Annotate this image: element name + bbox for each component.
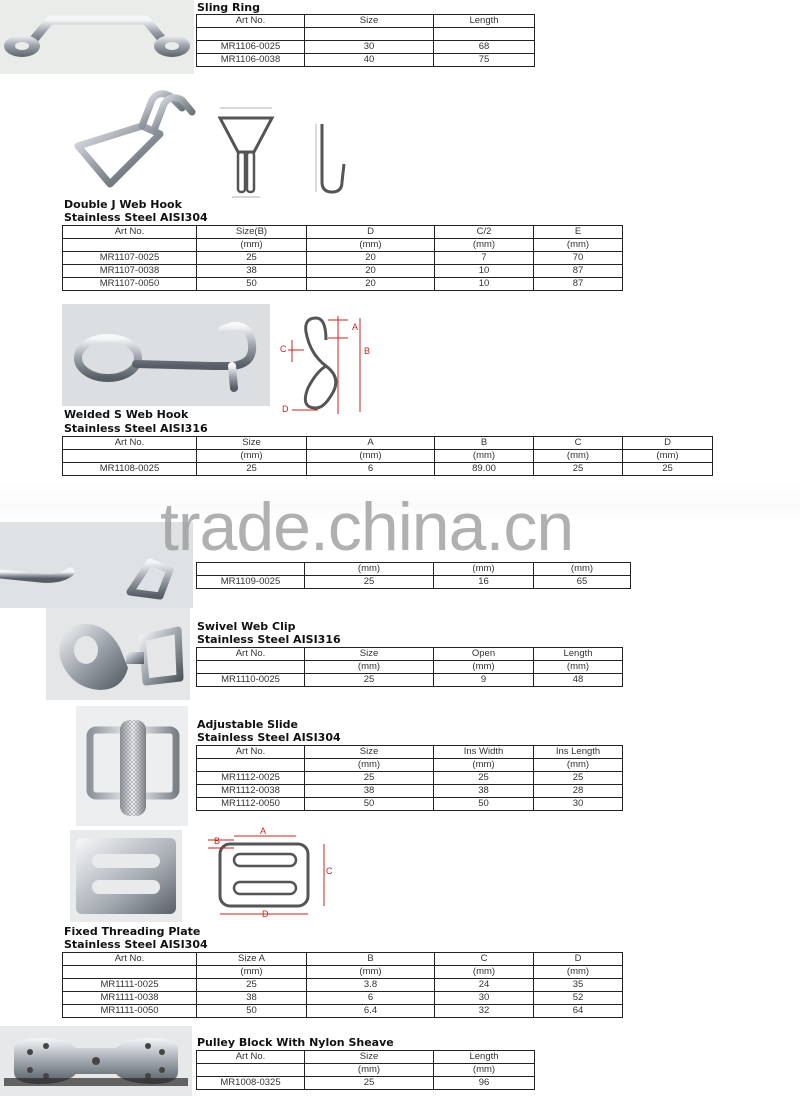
header-cell: Length [434, 1051, 535, 1064]
header-cell: B [307, 953, 435, 966]
header-cell: D [623, 437, 713, 450]
table-cell: 30 [435, 992, 534, 1005]
header-cell: Open [434, 648, 534, 661]
header-cell: Art No. [197, 648, 305, 661]
unit-cell: (mm) [534, 563, 631, 576]
table-cell: 50 [197, 278, 307, 291]
table-row [63, 252, 623, 265]
header-cell: Size [305, 1051, 434, 1064]
table-cell: 38 [197, 265, 307, 278]
table-row [197, 54, 535, 67]
dimension-label-a: A [260, 826, 267, 836]
table-header-row [197, 15, 535, 28]
table-header-row [197, 648, 623, 661]
header-cell: A [307, 437, 435, 450]
table-cell: 25 [434, 772, 534, 785]
dimension-label-b: B [364, 346, 371, 356]
unit-cell: (mm) [534, 966, 623, 979]
table-cell: 25 [623, 463, 713, 476]
dimension-label-a: A [352, 322, 359, 332]
header-cell: E [534, 226, 623, 239]
table-row [63, 463, 713, 476]
unit-cell: (mm) [307, 450, 435, 463]
header-cell: Art No. [197, 15, 305, 28]
pulley-block-table [196, 1050, 535, 1090]
double-j-hook-photo [60, 86, 200, 196]
threading-plate-material: Stainless Steel AISI304 [64, 938, 208, 951]
table-cell: MR1112-0050 [197, 798, 305, 811]
table-cell: 9 [434, 674, 534, 687]
table-cell: 3.8 [307, 979, 435, 992]
table-cell: 68 [434, 41, 535, 54]
table-cell: MR1008-0325 [197, 1077, 305, 1090]
header-cell: Length [534, 648, 623, 661]
table-header-row [63, 953, 623, 966]
table-cell: 16 [434, 576, 534, 589]
table-row [197, 41, 535, 54]
table-cell: 25 [534, 772, 623, 785]
table-units-row [197, 28, 535, 41]
welded-s-hook-table [62, 436, 713, 476]
watermark-text: trade.china.cn [160, 489, 574, 565]
unit-cell: (mm) [197, 966, 307, 979]
unit-cell: (mm) [435, 239, 534, 252]
header-cell: Size [305, 746, 434, 759]
header-cell: Ins Length [534, 746, 623, 759]
table-cell: 10 [435, 278, 534, 291]
unit-cell: (mm) [534, 239, 623, 252]
double-j-hook-title: Double J Web Hook [64, 198, 182, 211]
dimension-label-c: C [326, 866, 333, 876]
table-cell: MR1111-0050 [63, 1005, 197, 1018]
unit-cell: (mm) [534, 759, 623, 772]
header-cell: Art No. [63, 226, 197, 239]
header-cell: C/2 [435, 226, 534, 239]
header-cell: Art No. [63, 437, 197, 450]
sling-ring-title: Sling Ring [197, 1, 260, 14]
table-cell: 10 [435, 265, 534, 278]
table-cell: 50 [305, 798, 434, 811]
table-units-row [197, 661, 623, 674]
header-cell: Art No. [197, 746, 305, 759]
unit-cell: (mm) [534, 450, 623, 463]
table-units-row [197, 759, 623, 772]
table-cell: 35 [534, 979, 623, 992]
dimension-label-b: B [214, 836, 221, 846]
hidden-item-table [196, 562, 631, 589]
double-j-hook-table [62, 225, 623, 291]
table-row [63, 278, 623, 291]
table-cell: 25 [305, 1077, 434, 1090]
table-cell: 25 [197, 252, 307, 265]
table-cell: MR1111-0025 [63, 979, 197, 992]
table-cell: 89.00 [435, 463, 534, 476]
table-row [63, 992, 623, 1005]
table-cell: MR1108-0025 [63, 463, 197, 476]
table-cell: 40 [305, 54, 434, 67]
table-cell: 20 [307, 278, 435, 291]
header-cell: C [435, 953, 534, 966]
header-cell: Ins Width [434, 746, 534, 759]
unit-cell [305, 28, 434, 41]
table-cell: MR1110-0025 [197, 674, 305, 687]
header-cell: B [435, 437, 534, 450]
table-units-row [197, 1064, 535, 1077]
unit-cell [63, 450, 197, 463]
header-cell: Art No. [63, 953, 197, 966]
unit-cell: (mm) [434, 563, 534, 576]
table-cell: MR1107-0038 [63, 265, 197, 278]
unit-cell [197, 661, 305, 674]
table-cell: 52 [534, 992, 623, 1005]
unit-cell: (mm) [197, 450, 307, 463]
double-j-hook-front-diagram [212, 100, 280, 200]
threading-plate-title: Fixed Threading Plate [64, 925, 201, 938]
unit-cell: (mm) [305, 661, 434, 674]
table-cell: 30 [305, 41, 434, 54]
table-cell: 48 [534, 674, 623, 687]
table-cell: 7 [435, 252, 534, 265]
unit-cell: (mm) [434, 759, 534, 772]
unit-cell [63, 966, 197, 979]
header-cell: Art No. [197, 1051, 305, 1064]
table-row [197, 798, 623, 811]
unit-cell [63, 239, 197, 252]
threading-plate-table [62, 952, 623, 1018]
header-cell: D [307, 226, 435, 239]
table-cell: 20 [307, 265, 435, 278]
table-row [197, 1077, 535, 1090]
adjustable-slide-photo [76, 706, 188, 826]
table-cell: MR1112-0025 [197, 772, 305, 785]
welded-s-hook-photo [62, 304, 270, 406]
table-units-row [63, 239, 623, 252]
unit-cell [197, 28, 305, 41]
swivel-web-clip-title: Swivel Web Clip [197, 620, 296, 633]
unit-cell: (mm) [435, 450, 534, 463]
pulley-block-title: Pulley Block With Nylon Sheave [197, 1036, 394, 1049]
header-cell: Size [197, 437, 307, 450]
table-cell: 38 [197, 992, 307, 1005]
unit-cell: (mm) [435, 966, 534, 979]
welded-s-hook-title: Welded S Web Hook [64, 408, 189, 421]
welded-s-hook-diagram [276, 310, 376, 420]
pulley-block-photo [0, 1026, 192, 1096]
sling-ring-table [196, 14, 535, 67]
table-cell: 6.4 [307, 1005, 435, 1018]
table-row [63, 1005, 623, 1018]
table-cell: 87 [534, 265, 623, 278]
unit-cell: (mm) [534, 661, 623, 674]
table-cell: 87 [534, 278, 623, 291]
table-units-row [63, 966, 623, 979]
unit-cell: (mm) [197, 239, 307, 252]
unit-cell [434, 28, 535, 41]
unit-cell: (mm) [434, 1064, 535, 1077]
header-cell: Size [305, 15, 434, 28]
table-cell: 70 [534, 252, 623, 265]
table-cell: MR1107-0050 [63, 278, 197, 291]
table-units-row [63, 450, 713, 463]
table-cell: 38 [305, 785, 434, 798]
dimension-label-d: D [262, 909, 269, 919]
table-header-row [63, 437, 713, 450]
table-row [197, 772, 623, 785]
unit-cell: (mm) [623, 450, 713, 463]
table-cell: 30 [534, 798, 623, 811]
unit-cell [197, 1064, 305, 1077]
table-cell: 25 [305, 576, 434, 589]
table-row [197, 785, 623, 798]
table-cell: 32 [435, 1005, 534, 1018]
header-cell: D [534, 953, 623, 966]
table-cell: 6 [307, 463, 435, 476]
header-cell: Size [305, 648, 434, 661]
table-header-row [197, 746, 623, 759]
swivel-web-clip-material: Stainless Steel AISI316 [197, 633, 341, 646]
unit-cell: (mm) [307, 239, 435, 252]
table-cell: 96 [434, 1077, 535, 1090]
table-row [197, 576, 631, 589]
unit-cell: (mm) [305, 759, 434, 772]
table-cell: MR1109-0025 [197, 576, 305, 589]
table-cell: 28 [534, 785, 623, 798]
table-header-row [197, 1051, 535, 1064]
header-cell: Length [434, 15, 535, 28]
swivel-web-clip-table [196, 647, 623, 687]
table-cell: 24 [435, 979, 534, 992]
unit-cell: (mm) [307, 966, 435, 979]
threading-plate-photo [70, 830, 182, 922]
table-row [197, 674, 623, 687]
table-cell: 38 [434, 785, 534, 798]
dimension-label-c: C [280, 344, 287, 354]
adjustable-slide-material: Stainless Steel AISI304 [197, 731, 341, 744]
table-cell: MR1106-0025 [197, 41, 305, 54]
header-cell: Size(B) [197, 226, 307, 239]
unit-cell: (mm) [305, 563, 434, 576]
double-j-hook-material: Stainless Steel AISI304 [64, 211, 208, 224]
table-cell: 50 [434, 798, 534, 811]
table-cell: 64 [534, 1005, 623, 1018]
table-cell: MR1106-0038 [197, 54, 305, 67]
table-cell: 25 [534, 463, 623, 476]
table-cell: MR1111-0038 [63, 992, 197, 1005]
table-cell: 25 [305, 772, 434, 785]
header-cell: C [534, 437, 623, 450]
sling-ring-photo [0, 0, 194, 74]
table-cell: 6 [307, 992, 435, 1005]
table-cell: 20 [307, 252, 435, 265]
adjustable-slide-table [196, 745, 623, 811]
welded-s-hook-material: Stainless Steel AISI316 [64, 422, 208, 435]
adjustable-slide-title: Adjustable Slide [197, 718, 298, 731]
swivel-web-clip-photo [46, 608, 190, 700]
table-cell: MR1112-0038 [197, 785, 305, 798]
table-cell: 50 [197, 1005, 307, 1018]
unit-cell [197, 759, 305, 772]
unit-cell: (mm) [434, 661, 534, 674]
table-cell: 25 [197, 979, 307, 992]
threading-plate-diagram [200, 826, 336, 922]
unit-cell: (mm) [305, 1064, 434, 1077]
double-j-hook-side-diagram [312, 118, 352, 198]
table-header-row [63, 226, 623, 239]
table-row [63, 265, 623, 278]
header-cell: Size A [197, 953, 307, 966]
table-cell: 75 [434, 54, 535, 67]
dimension-label-d: D [282, 404, 289, 414]
table-row [63, 979, 623, 992]
table-cell: 25 [305, 674, 434, 687]
table-cell: MR1107-0025 [63, 252, 197, 265]
table-cell: 65 [534, 576, 631, 589]
table-cell: 25 [197, 463, 307, 476]
